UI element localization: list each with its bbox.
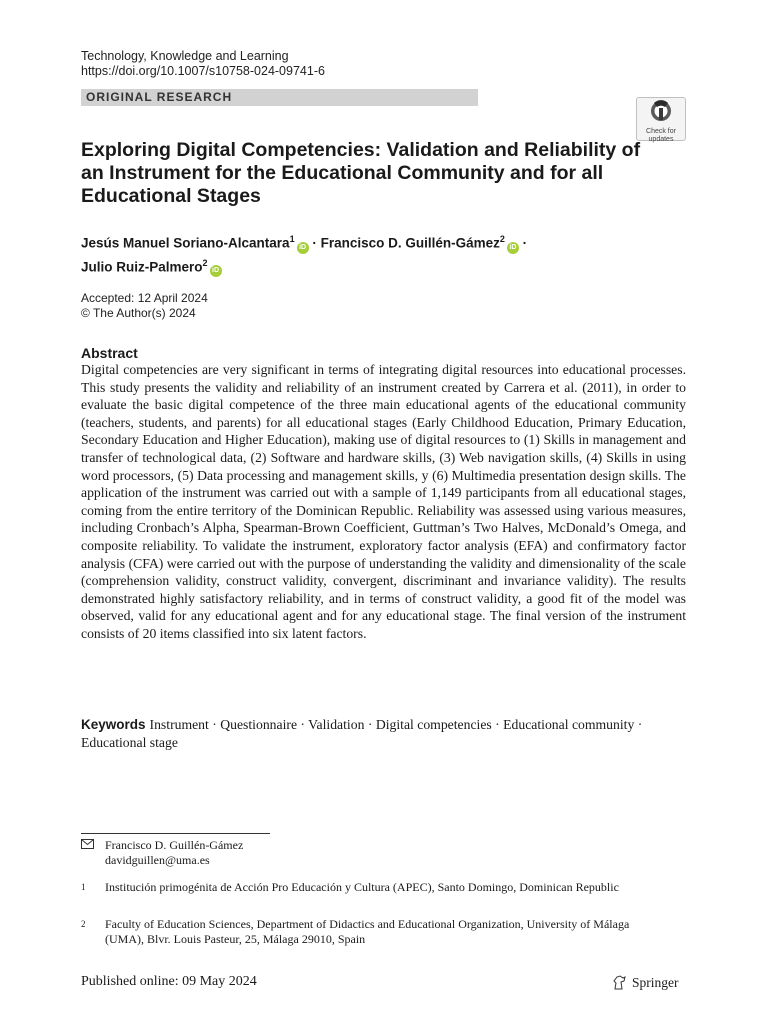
affiliation-text: Faculty of Education Sciences, Department of Didactics and Educational Organization, University of Málaga (UMA), Blvr. Louis Pasteur, 25, Málaga 29010, Spain xyxy=(105,917,630,946)
author-affiliation-number: 2 xyxy=(202,257,208,268)
author-separator: · xyxy=(518,235,528,251)
section-label: ORIGINAL RESEARCH xyxy=(86,90,233,104)
orcid-icon[interactable]: iD xyxy=(297,242,309,254)
footnote-divider xyxy=(81,833,270,834)
author-name[interactable]: Francisco D. Guillén-Gámez xyxy=(320,235,500,251)
abstract-body: Digital competencies are very significant in terms of integrating digital resources into educational processes. This study presents the validity and reliability of an instrument created by Carrera et al. (2011), in order to evaluate the basic digital competence of the three main educational agents of the educational community (teachers, students, and parents) for all educational stages (Early Childhood Education, Primary Education, Secondary Education and Higher Education), making use of digital resources to (1) Skills in management and transfer of technological data, (2) Software and hardware skills, (3) Web navigation skills, (4) Skills in using word processors, (5) Data processing and management skills, y (6) Multimedia presentation design skills. The application of the instrument was carried out with a sample of 1,149 participants from all educational stages, coming from the entire territory of the Dominican Republic. Reliability was assessed using various measures, including Cronbach’s Alpha, Spearman-Brown Coefficient, Guttman’s Two Halves, McDonald’s Omega, and composite reliability. To validate the instrument, exploratory factor analysis (EFA) and confirmatory factor analysis (CFA) were carried out with the purpose of understanding the validity and dimensionality of the scale (comprehension validity, construct validity, convergent, discriminant and invariance validity). The results demonstrated highly satisfactory reliability, and in terms of construct validity, a good fit of the model was observed, valid for any educational agent and for any educational stage. The final version of the instrument consists of 20 items classified into six latent factors. xyxy=(81,362,686,641)
keywords-label: Keywords xyxy=(81,717,146,732)
correspondence xyxy=(81,838,243,868)
affiliation-number: 1 xyxy=(81,882,86,892)
envelope-icon xyxy=(81,838,99,853)
copyright-notice: © The Author(s) 2024 xyxy=(81,306,196,320)
orcid-icon[interactable]: iD xyxy=(507,242,519,254)
affiliation-number: 2 xyxy=(81,919,86,929)
paper-title: Exploring Digital Competencies: Validation and Reliability of an Instrument for the Educational Community and for all Educational Stages xyxy=(81,139,641,207)
journal-header xyxy=(81,49,325,79)
author-name[interactable]: Jesús Manuel Soriano-Alcantara xyxy=(81,235,290,251)
publisher-name: Springer xyxy=(632,975,679,990)
author-affiliation-number: 2 xyxy=(499,234,505,244)
keywords xyxy=(81,716,686,752)
section-bar xyxy=(81,89,478,106)
author-name[interactable]: Julio Ruiz-Palmero xyxy=(81,259,203,274)
published-online: Published online: 09 May 2024 xyxy=(81,974,257,989)
abstract-heading: Abstract xyxy=(81,345,138,361)
publisher-logo[interactable] xyxy=(612,975,679,994)
journal-doi[interactable]: https://doi.org/10.1007/s10758-024-09741-6 xyxy=(81,64,325,78)
crossmark-line1: Check for xyxy=(646,128,676,135)
correspondence-name: Francisco D. Guillén-Gámez xyxy=(105,838,244,852)
check-for-updates-badge[interactable] xyxy=(636,97,686,141)
author-affiliation-number: 1 xyxy=(289,234,295,244)
crossmark-line2: updates xyxy=(648,136,674,143)
author-separator: · xyxy=(308,235,321,251)
keywords-text: Instrument · Questionnaire · Validation · Digital competencies · Educational community · Educational stage xyxy=(81,717,643,750)
affiliation-1 xyxy=(81,880,665,895)
article-dates xyxy=(81,291,208,321)
affiliation-2 xyxy=(81,917,665,947)
correspondence-email[interactable]: davidguillen@uma.es xyxy=(105,853,210,867)
author-list xyxy=(81,230,641,277)
crossmark-icon xyxy=(648,100,674,122)
affiliation-text: Institución primogénita de Acción Pro Educación y Cultura (APEC), Santo Domingo, Dominican Republic xyxy=(105,880,619,894)
accepted-date: Accepted: 12 April 2024 xyxy=(81,291,208,305)
orcid-icon[interactable]: iD xyxy=(210,265,222,277)
springer-horse-icon xyxy=(612,975,628,994)
journal-name: Technology, Knowledge and Learning xyxy=(81,49,289,63)
